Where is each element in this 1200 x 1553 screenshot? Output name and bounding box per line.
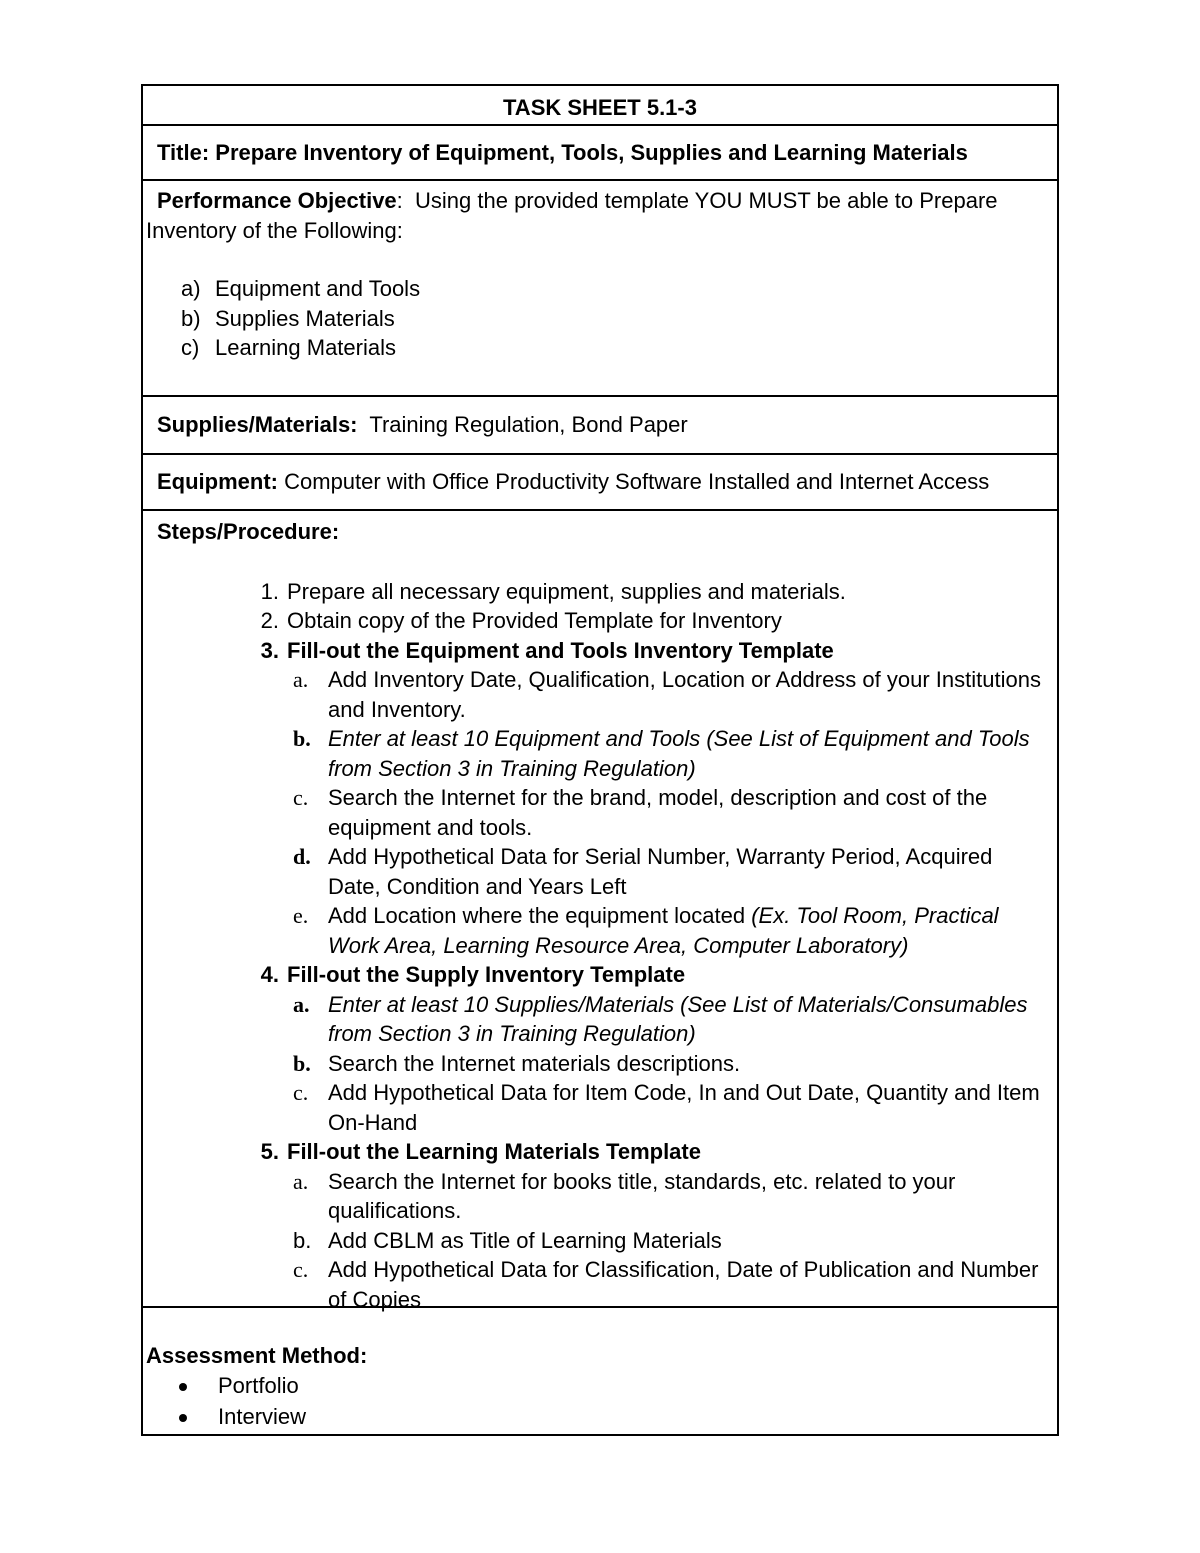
step-item: 2. Obtain copy of the Provided Template for Inventory [260,608,782,633]
task-sheet-title: TASK SHEET 5.1-3 [503,95,697,120]
step-item: 3. Fill-out the Equipment and Tools Inventory Template a. Add Inventory Date, Qualification, Location or Address of your Institutions and Inventory. b. Enter at least 10 Equipment and Tools (See List of Equipment and Tools from Section 3 in Training Regulation) c. Search the Internet for the brand, model, description and cost of the equipment and tools. d. Add Hypothetical Data for Serial Number, Warranty Period, Acquired Date, Condition and Years Left e. Add Location where the equipment located (Ex. Tool Room, Practical Work Area, Learning Resource Area, Computer Laboratory) [157,636,1057,961]
list-item: b) Supplies Materials [181,305,395,331]
substeps-list [287,990,1057,1138]
performance-objective-row [143,181,1057,397]
supplies-row [143,397,1057,455]
task-sheet-header [143,86,1057,126]
step-item: 4. Fill-out the Supply Inventory Template a. Enter at least 10 Supplies/Materials (See List of Materials/Consumables from Section 3 in Training Regulation) b. Search the Internet materials descriptions. c. Add Hypothetical Data for Item Code, In and Out Date, Quantity and Item On-Hand [157,960,1057,1137]
supplies-label: Supplies/Materials: [157,412,358,437]
performance-objective-line2: Inventory of the Following: [146,217,403,243]
assessment-row [143,1308,1057,1434]
substeps-list [287,665,1057,960]
assessment-list [146,1371,1057,1433]
substep-item: c. Add Hypothetical Data for Classification, Date of Publication and Number of Copies [293,1257,1039,1312]
list-item: Interview [146,1402,1057,1433]
substep-item: c. Search the Internet for the brand, model, description and cost of the equipment and tools. [293,785,988,840]
bullet-icon [179,1414,187,1422]
substep-item: b. Enter at least 10 Equipment and Tools (See List of Equipment and Tools from Section 3 in Training Regulation) [293,726,1030,781]
equipment-text: Computer with Office Productivity Software Installed and Internet Access [284,469,990,494]
list-item: a) Equipment and Tools [181,276,421,301]
steps-label: Steps/Procedure: [157,519,340,544]
substep-item: e. Add Location where the equipment located (Ex. Tool Room, Practical Work Area, Learning Resource Area, Computer Laboratory) [293,903,999,958]
equipment-label: Equipment: [157,469,278,494]
bullet-icon [179,1383,187,1391]
objective-list [143,274,1057,363]
supplies-text: Training Regulation, Bond Paper [369,412,688,437]
assessment-label: Assessment Method: [146,1343,368,1368]
substep-item: b. Add CBLM as Title of Learning Materials [293,1227,722,1253]
performance-objective-line1: Performance Objective: Using the provided template YOU MUST be able to Prepare [157,188,998,213]
list-item: Portfolio [146,1371,1057,1402]
task-title: Title: Prepare Inventory of Equipment, Tools, Supplies and Learning Materials [157,140,968,165]
performance-objective-text: Using the provided template YOU MUST be able to Prepare [415,188,998,213]
list-item: c) Learning Materials [181,335,396,360]
substep-item: a. Search the Internet for books title, standards, etc. related to your qualifications. [293,1168,956,1223]
step-item: 1. Prepare all necessary equipment, supplies and materials. [260,578,846,604]
substep-item: d. Add Hypothetical Data for Serial Number, Warranty Period, Acquired Date, Condition and Years Left [293,844,993,899]
task-sheet-table [141,84,1059,1436]
steps-row [143,511,1057,1312]
equipment-row [143,455,1057,511]
substep-item: c. Add Hypothetical Data for Item Code, In and Out Date, Quantity and Item On-Hand [293,1080,1040,1135]
substeps-list [287,1167,1057,1315]
substep-item: a. Add Inventory Date, Qualification, Location or Address of your Institutions and Inventory. [293,667,1041,722]
performance-objective-label: Performance Objective [157,188,397,213]
steps-list [157,577,1057,1315]
title-row [143,126,1057,181]
substep-item: a. Enter at least 10 Supplies/Materials (See List of Materials/Consumables from Section 3 in Training Regulation) [293,991,1028,1046]
substep-item: b. Search the Internet materials descriptions. [293,1050,741,1076]
step-item: 5. Fill-out the Learning Materials Template a. Search the Internet for books title, standards, etc. related to your qualifications. b. Add CBLM as Title of Learning Materials c. Add Hypothetical Data for Classification, Date of Publication and Number of Copies [157,1137,1057,1314]
